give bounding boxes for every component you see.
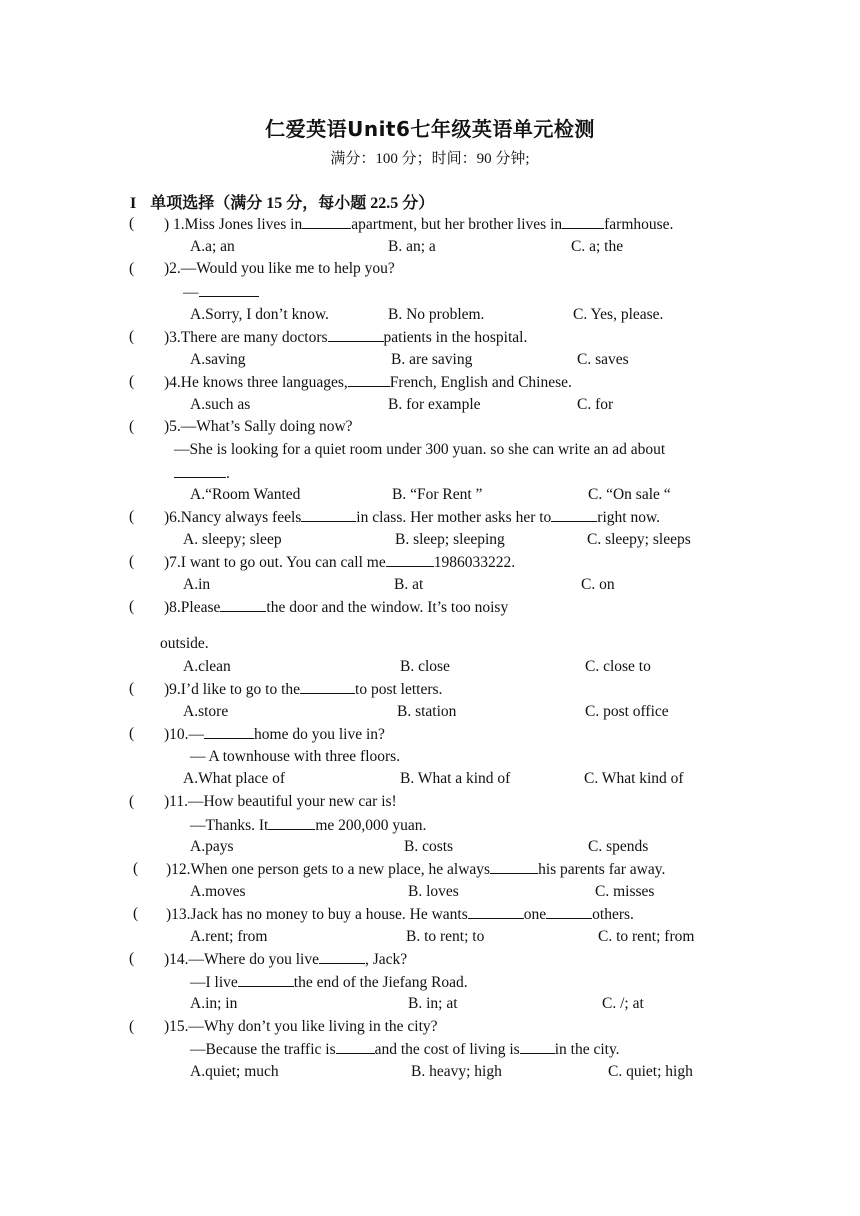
question-subline: —I live the end of the Jiefang Road. [190, 974, 468, 991]
question-subline: — [183, 282, 259, 303]
option-b: B. for example [388, 396, 481, 413]
answer-paren: ( [129, 725, 135, 742]
blank-line [300, 679, 355, 694]
question-stem: )8.Please the door and the window. It’s too noisy [164, 599, 509, 616]
blank-line [174, 463, 226, 478]
blank-line [301, 507, 356, 522]
option-b: B. loves [408, 883, 459, 900]
blank-line [546, 904, 592, 919]
option-c: C. for [577, 396, 614, 413]
option-a: A.moves [190, 883, 246, 900]
option-b: B. in; at [408, 995, 458, 1012]
question-stem: ) 1.Miss Jones lives in apartment, but her brother lives in farmhouse. [164, 216, 674, 233]
option-a: A.in [183, 576, 211, 593]
option-b: B. at [394, 576, 424, 593]
question-stem: )13.Jack has no money to buy a house. He wants one others. [166, 906, 634, 923]
option-a: A.in; in [190, 995, 238, 1012]
option-b: B. to rent; to [406, 928, 485, 945]
option-c: C. misses [595, 883, 655, 900]
option-a: A.store [183, 703, 229, 720]
question-stem: )6.Nancy always feels in class. Her mother asks her to right now. [164, 509, 661, 526]
option-c: C. saves [577, 351, 629, 368]
blank-line [386, 552, 434, 567]
option-b: B. station [397, 703, 457, 720]
option-a: A.What place of [183, 770, 285, 787]
option-b: B. close [400, 658, 450, 675]
blank-line [336, 1039, 375, 1054]
question-stem: )10.— home do you live in? [164, 726, 385, 743]
blank-line [319, 949, 365, 964]
option-c: C. sleepy; sleeps [587, 531, 691, 548]
option-b: B. “For Rent ” [392, 486, 483, 503]
option-c: C. /; at [602, 995, 644, 1012]
question-stem: )15.—Why don’t you like living in the city? [164, 1018, 438, 1035]
option-b: B. heavy; high [411, 1063, 502, 1080]
option-b: B. sleep; sleeping [395, 531, 505, 548]
option-c: C. post office [585, 703, 669, 720]
option-c: C. to rent; from [598, 928, 695, 945]
question-subline: —She is looking for a quiet room under 300 yuan. so she can write an ad about [174, 441, 666, 458]
answer-paren: ( [129, 793, 135, 810]
option-a: A.“Room Wanted [190, 486, 301, 503]
question-stem: )9.I’d like to go to the to post letters. [164, 681, 443, 698]
option-b: B. What a kind of [400, 770, 511, 787]
blank-line [238, 972, 294, 987]
option-a: A. sleepy; sleep [183, 531, 282, 548]
question-stem: )11.—How beautiful your new car is! [164, 793, 397, 810]
option-b: B. an; a [388, 238, 436, 255]
option-a: A.a; an [190, 238, 235, 255]
answer-paren: ( [129, 418, 135, 435]
question-stem: )4.He knows three languages, French, English and Chinese. [164, 374, 572, 391]
blank-line [520, 1039, 555, 1054]
option-c: C. quiet; high [608, 1063, 693, 1080]
option-b: B. costs [404, 838, 454, 855]
answer-paren: ( [129, 260, 135, 277]
question-subline: . [174, 463, 230, 484]
option-a: A.quiet; much [190, 1063, 279, 1080]
answer-paren: ( [129, 373, 135, 390]
question-stem: )14.—Where do you live , Jack? [164, 951, 408, 968]
blank-line [348, 372, 390, 387]
option-c: C. a; the [571, 238, 624, 255]
option-a: A.such as [190, 396, 251, 413]
answer-paren: ( [129, 553, 135, 570]
answer-paren: ( [129, 328, 135, 345]
option-b: B. are saving [391, 351, 473, 368]
blank-line [220, 597, 266, 612]
question-subline: — A townhouse with three floors. [190, 748, 401, 765]
answer-paren: ( [129, 680, 135, 697]
section-number: I [130, 195, 137, 212]
option-c: C. What kind of [584, 770, 684, 787]
blank-line [562, 214, 604, 229]
blank-line [490, 859, 538, 874]
page-title: 仁爱英语Unit6七年级英语单元检测 [265, 117, 595, 141]
answer-paren: ( [129, 598, 135, 615]
option-c: C. “On sale “ [588, 486, 671, 503]
answer-paren: ( [133, 905, 139, 922]
blank-line [268, 815, 315, 830]
question-subline: —Because the traffic is and the cost of living is in the city. [190, 1041, 620, 1058]
option-a: A.saving [190, 351, 246, 368]
section-label: 单项选择（满分 15 分，每小题 22.5 分） [150, 195, 435, 212]
blank-line [328, 327, 384, 342]
answer-paren: ( [129, 950, 135, 967]
option-b: B. No problem. [388, 306, 485, 323]
answer-paren: ( [129, 508, 135, 525]
question-stem: )7.I want to go out. You can call me 1986033222. [164, 554, 516, 571]
blank-line [204, 724, 254, 739]
blank-line [468, 904, 524, 919]
question-subline: —Thanks. It me 200,000 yuan. [190, 817, 427, 834]
blank-line [551, 507, 597, 522]
option-a: A.clean [183, 658, 231, 675]
question-stem: )3.There are many doctors patients in the hospital. [164, 329, 528, 346]
question-subline: outside. [160, 635, 209, 652]
option-c: C. Yes, please. [573, 306, 664, 323]
question-stem: )12.When one person gets to a new place, he always his parents far away. [166, 861, 666, 878]
option-a: A.Sorry, I don’t know. [190, 306, 329, 323]
section-heading [130, 190, 434, 213]
score-time-info: 满分：100 分；时间：90 分钟; [330, 151, 530, 167]
question-stem: )5.—What’s Sally doing now? [164, 418, 353, 435]
blank-line [302, 214, 351, 229]
answer-paren: ( [129, 215, 135, 232]
option-a: A.rent; from [190, 928, 268, 945]
option-c: C. spends [588, 838, 649, 855]
option-c: C. close to [585, 658, 651, 675]
option-c: C. on [581, 576, 615, 593]
blank-line [199, 282, 259, 297]
option-a: A.pays [190, 838, 234, 855]
answer-paren: ( [133, 860, 139, 877]
answer-paren: ( [129, 1018, 135, 1035]
question-stem: )2.—Would you like me to help you? [164, 260, 395, 277]
